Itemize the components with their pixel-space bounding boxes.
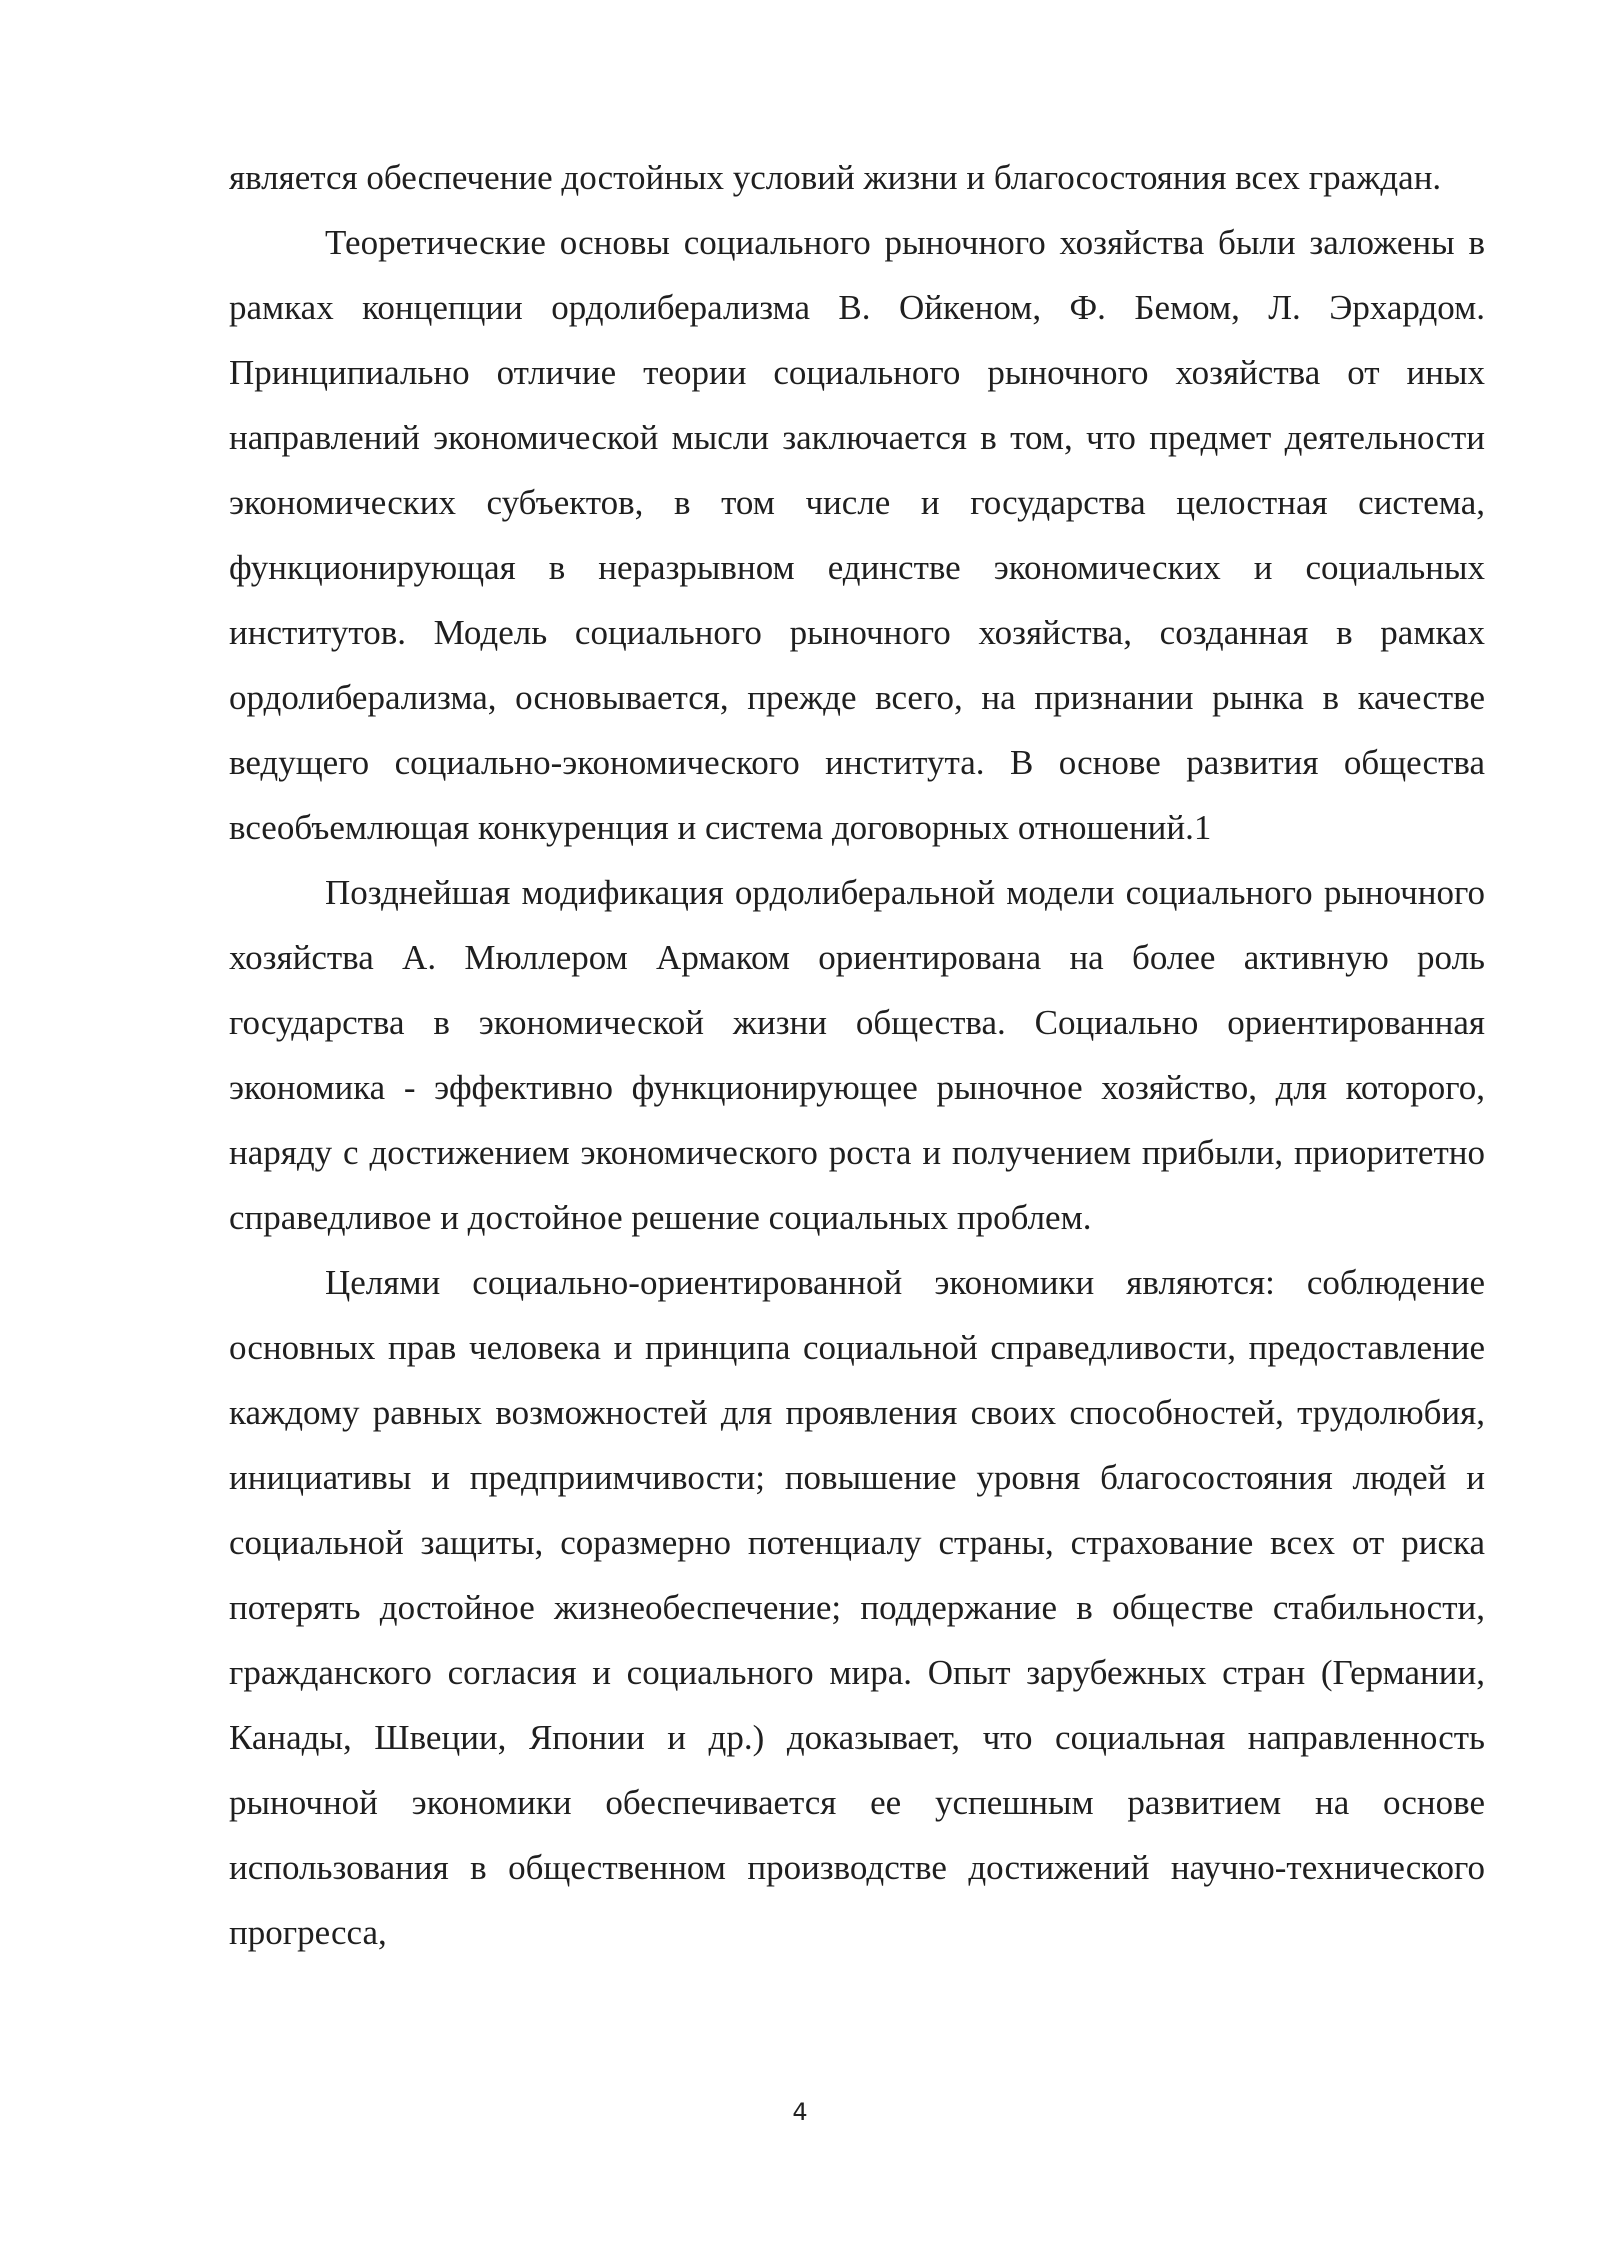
paragraph-ordoliberalism-theory: Теоретические основы социального рыночного хозяйства были заложены в рамках концепции ордолиберализма В. Ойкеном, Ф. Бемом, Л. Эрхардом. Принципиально отличие теории социального рыночного хозяйства от иных направлений экономической мысли заключается в том, что предмет деятельности экономических субъектов, в том числе и государства целостная система, функционирующая в неразрывном единстве экономических и социальных институтов. Модель социального рыночного хозяйства, созданная в рамках ордолиберализма, основывается, прежде всего, на признании рынка в качестве ведущего социально-экономического института. В основе развития общества всеобъемлющая конкуренция и система договорных отношений.1 bbox=[229, 223, 1485, 847]
body-text bbox=[229, 145, 1485, 1965]
paragraph-continuation: является обеспечение достойных условий жизни и благосостояния всех граждан. bbox=[229, 158, 1442, 197]
paragraph-social-economy-goals: Целями социально-ориентированной экономики являются: соблюдение основных прав человека и принципа социальной справедливости, предоставление каждому равных возможностей для проявления своих способностей, трудолюбия, инициативы и предприимчивости; повышение уровня благосостояния людей и социальной защиты, соразмерно потенциалу страны, страхование всех от риска потерять достойное жизнеобеспечение; поддержание в обществе стабильности, гражданского согласия и социального мира. Опыт зарубежных стран (Германии, Канады, Швеции, Японии и др.) доказывает, что социальная направленность рыночной экономики обеспечивается ее успешным развитием на основе использования в общественном производстве достижений научно-технического прогресса, bbox=[229, 1263, 1485, 1952]
paragraph-muller-armack-model: Позднейшая модификация ордолиберальной модели социального рыночного хозяйства А. Мюллером Армаком ориентирована на более активную роль государства в экономической жизни общества. Социально ориентированная экономика - эффективно функционирующее рыночное хозяйство, для которого, наряду с достижением экономического роста и получением прибыли, приоритетно справедливое и достойное решение социальных проблем. bbox=[229, 873, 1485, 1237]
page-number: 4 bbox=[792, 2098, 808, 2126]
